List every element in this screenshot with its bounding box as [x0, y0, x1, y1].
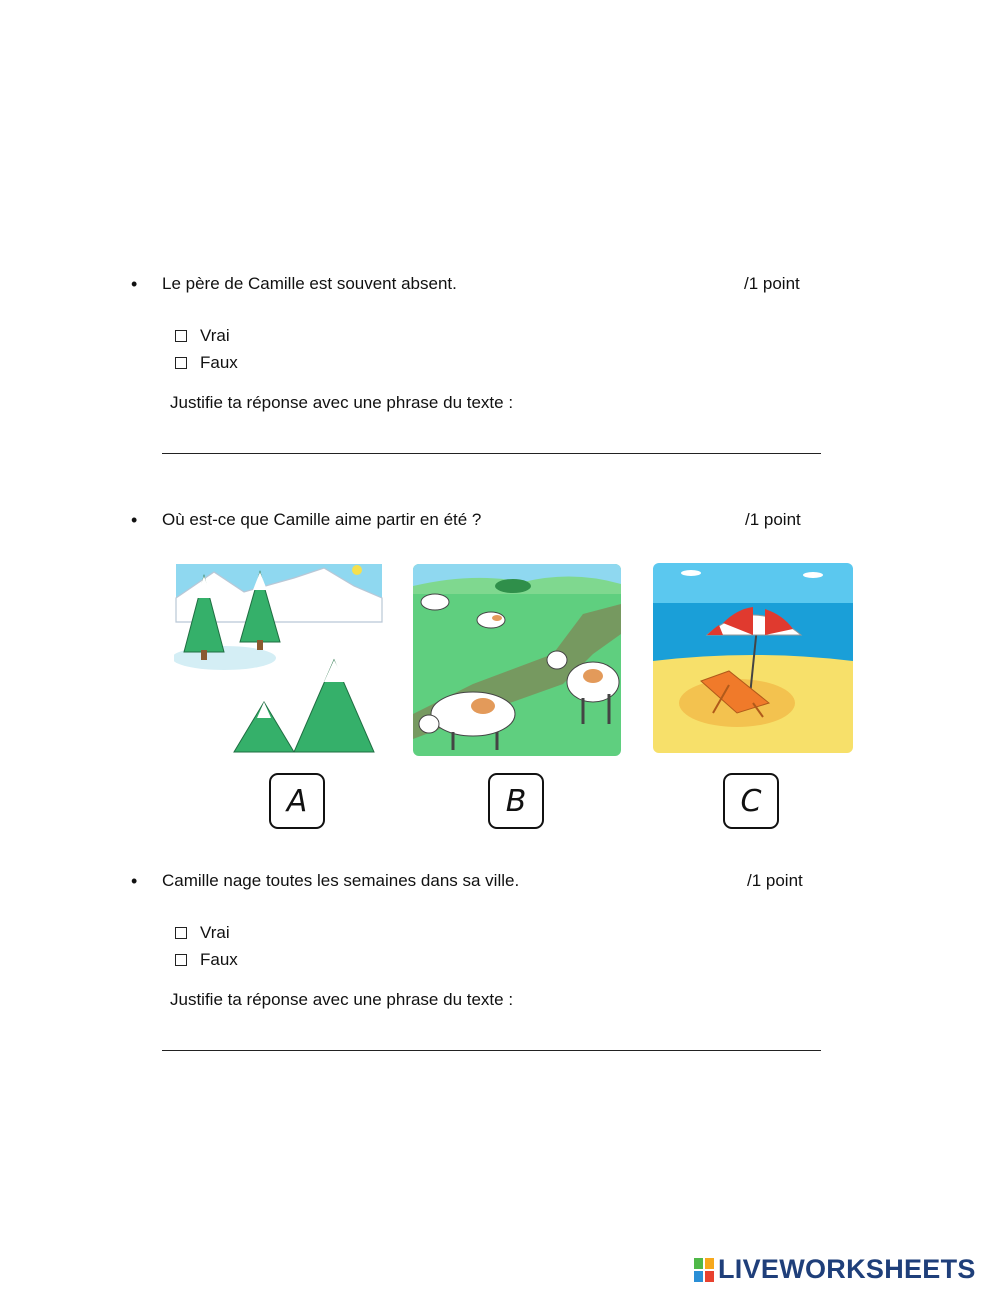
q3-option-vrai[interactable] [175, 923, 230, 943]
q1-option-vrai-label: Vrai [200, 326, 230, 345]
q1-justify-prompt: Justifie ta réponse avec une phrase du texte : [170, 393, 514, 412]
q3-points: /1 point [747, 871, 803, 890]
liveworksheets-logo [694, 1254, 976, 1285]
q3-checkbox-vrai[interactable] [175, 927, 187, 939]
choice-a-label: A [286, 783, 308, 819]
q3-option-vrai-label: Vrai [200, 923, 230, 942]
liveworksheets-logo-text: LIVEWORKSHEETS [718, 1254, 976, 1284]
q3-option-faux[interactable] [175, 950, 238, 970]
q1-bullet: • [131, 274, 138, 294]
choice-b-label: B [505, 783, 527, 819]
q1-checkbox-vrai[interactable] [175, 330, 187, 342]
cows-illustration [413, 564, 621, 756]
picture-beach [653, 563, 853, 753]
q1-option-faux[interactable] [175, 353, 238, 373]
q1-option-vrai[interactable] [175, 326, 230, 346]
picture-countryside [413, 564, 621, 756]
q3-checkbox-faux[interactable] [175, 954, 187, 966]
mountain-illustration [174, 562, 384, 754]
q1-option-faux-label: Faux [200, 353, 238, 372]
q3-bullet: • [131, 871, 138, 891]
liveworksheets-logo-mark-icon [694, 1258, 714, 1282]
q3-option-faux-label: Faux [200, 950, 238, 969]
q1-text: Le père de Camille est souvent absent. [162, 274, 457, 293]
q3-text: Camille nage toutes les semaines dans sa ville. [162, 871, 520, 890]
q1-checkbox-faux[interactable] [175, 357, 187, 369]
q3-justify-prompt: Justifie ta réponse avec une phrase du texte : [170, 990, 514, 1009]
q1-answer-line[interactable] [162, 429, 821, 454]
choice-c-label: C [740, 783, 762, 819]
q2-points: /1 point [745, 510, 801, 529]
choice-b-button[interactable] [488, 773, 544, 829]
q1-points: /1 point [744, 274, 800, 293]
beach-illustration [653, 563, 853, 753]
q2-text: Où est-ce que Camille aime partir en été ? [162, 510, 482, 529]
choice-c-button[interactable] [723, 773, 779, 829]
q3-answer-line[interactable] [162, 1026, 821, 1051]
choice-a-button[interactable] [269, 773, 325, 829]
picture-mountains [174, 562, 384, 754]
q2-bullet: • [131, 510, 138, 530]
